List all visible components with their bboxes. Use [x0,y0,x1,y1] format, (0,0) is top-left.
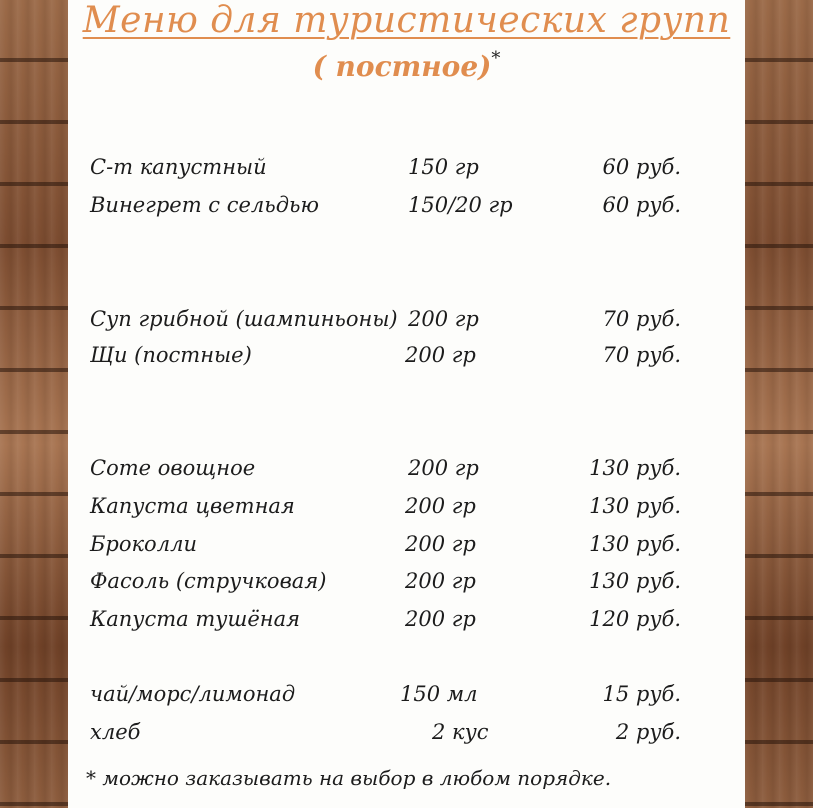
menu-item-price: 60 руб. [602,155,681,179]
menu-item-weight: 200 гр [405,532,476,556]
menu-item-row [68,569,745,599]
menu-item-name: Суп грибной (шампиньоны) [90,307,398,331]
menu-item-name: Капуста цветная [90,494,295,518]
menu-title: Меню для туристических групп [82,0,731,41]
menu-item-weight: 150 мл [400,682,478,706]
menu-item-price: 70 руб. [602,343,681,367]
menu-item-price: 15 руб. [602,682,681,706]
menu-item-row [68,494,745,524]
menu-item-price: 130 руб. [589,569,681,593]
menu-item-weight: 200 гр [405,607,476,631]
wood-background-right [745,0,813,808]
menu-item-price: 130 руб. [589,532,681,556]
menu-item-price: 130 руб. [589,494,681,518]
menu-item-price: 70 руб. [602,307,681,331]
menu-item-name: Броколли [90,532,197,556]
menu-subtitle [68,48,745,83]
menu-item-row [68,532,745,562]
menu-item-row [68,155,745,185]
menu-item-price: 60 руб. [602,193,681,217]
menu-item-name: Фасоль (стручковая) [90,569,327,593]
menu-item-name: С-т капустный [90,155,267,179]
menu-item-weight: 200 гр [405,569,476,593]
menu-item-row [68,307,745,337]
menu-subtitle-text: ( постное) [312,50,492,83]
menu-item-weight: 150 гр [408,155,479,179]
menu-item-weight: 2 кус [432,720,489,744]
footnote: * можно заказывать на выбор в любом порядке. [86,766,612,790]
menu-item-row [68,720,745,750]
menu-item-weight: 200 гр [408,456,479,480]
menu-item-name: Капуста тушёная [90,607,301,631]
menu-item-name: Соте овощное [90,456,256,480]
wood-background-left [0,0,68,808]
menu-item-price: 120 руб. [589,607,681,631]
menu-item-price: 130 руб. [589,456,681,480]
menu-item-name: Винегрет с сельдью [90,193,319,217]
menu-item-row [68,607,745,637]
menu-item-weight: 150/20 гр [408,193,513,217]
menu-item-name: Щи (постные) [90,343,252,367]
menu-item-weight: 200 гр [408,307,479,331]
menu-item-weight: 200 гр [405,494,476,518]
menu-item-row [68,343,745,373]
menu-item-name: хлеб [90,720,141,744]
menu-item-row [68,193,745,223]
menu-item-row [68,456,745,486]
subtitle-asterisk: * [491,48,501,69]
menu-item-price: 2 руб. [615,720,681,744]
menu-item-weight: 200 гр [405,343,476,367]
menu-sheet [68,0,745,808]
menu-item-row [68,682,745,712]
menu-item-name: чай/морс/лимонад [90,682,296,706]
